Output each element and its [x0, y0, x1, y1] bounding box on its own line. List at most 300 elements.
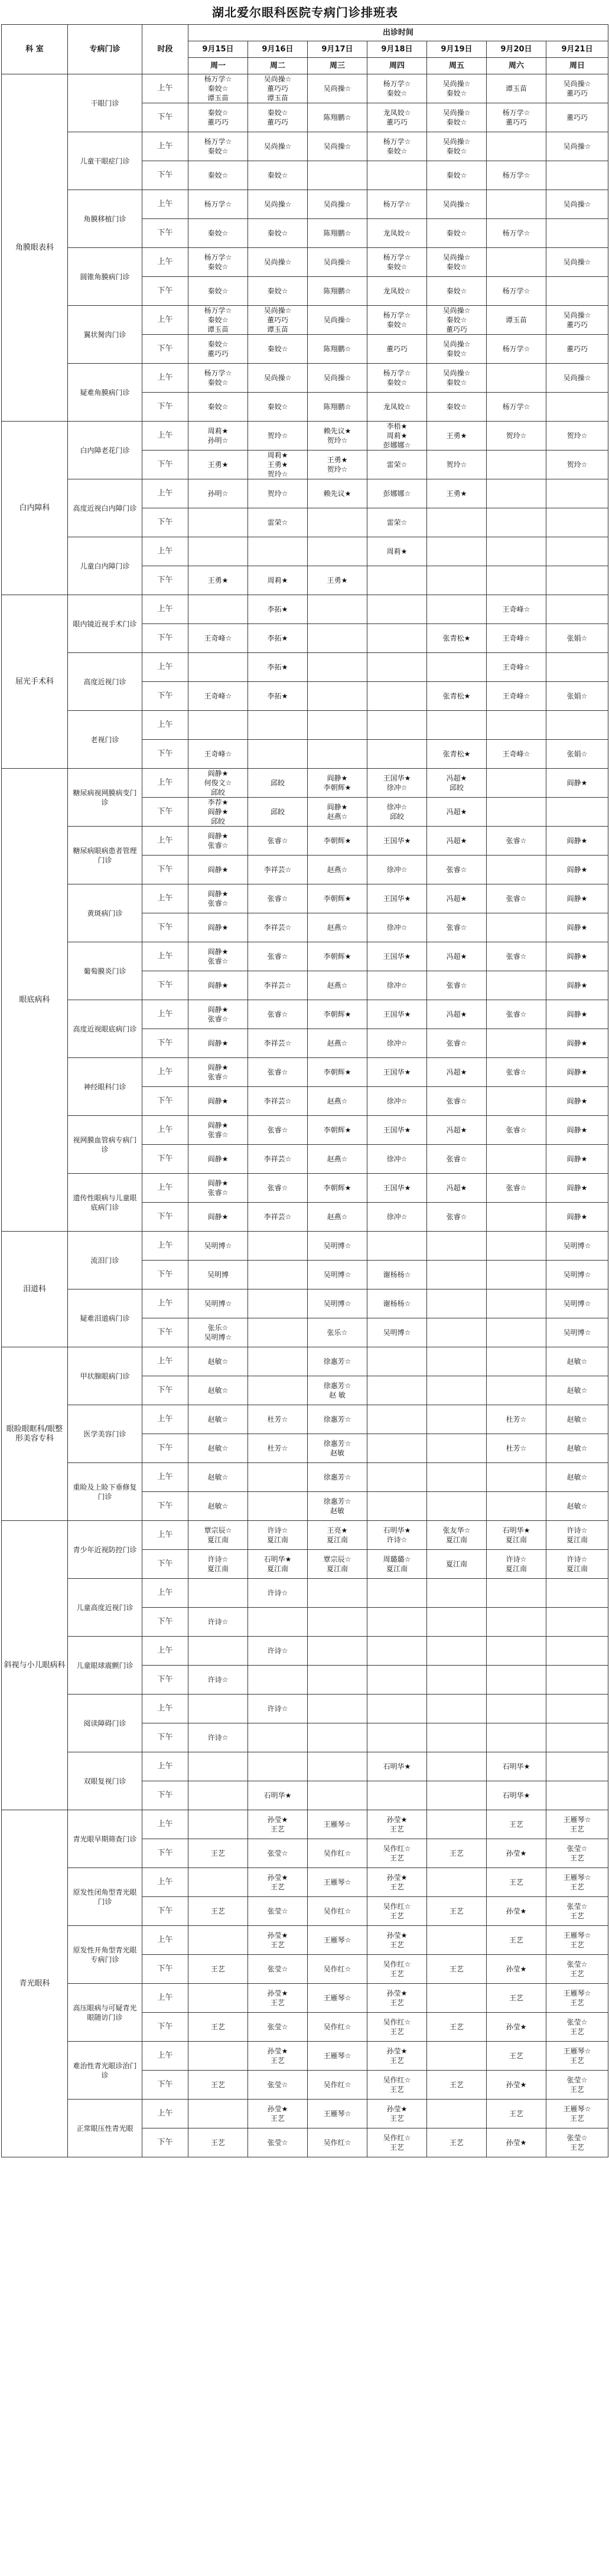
doctor-cell: 阎静★: [546, 827, 608, 856]
doctor-cell: 徐惠芳☆: [308, 1405, 367, 1434]
weekday-header: 周五: [427, 58, 487, 74]
doctor-cell: [487, 1203, 546, 1232]
dept-header: 科 室: [2, 25, 68, 74]
doctor-cell: 杜芳☆: [487, 1434, 546, 1463]
doctor-cell: [546, 1637, 608, 1666]
table-row: [2, 653, 608, 682]
session-label: 上午: [142, 74, 188, 103]
doctor-cell: 张青松★: [427, 624, 487, 653]
doctor-cell: 吴作红☆ 王艺: [367, 2071, 427, 2100]
session-label: 下午: [142, 1318, 188, 1347]
doctor-cell: 王勇★ 贺玲☆: [308, 450, 367, 479]
clinic-name: 翼状胬肉门诊: [68, 306, 142, 364]
doctor-cell: 贺玲☆: [248, 479, 308, 508]
doctor-cell: 王奇峰☆: [188, 624, 248, 653]
session-label: 上午: [142, 1405, 188, 1434]
doctor-cell: [546, 1752, 608, 1781]
doctor-cell: 王艺: [427, 2071, 487, 2100]
doctor-cell: 王艺: [487, 1984, 546, 2013]
doctor-cell: 孙莹★ 王艺: [367, 1926, 427, 1955]
doctor-cell: 徐惠芳☆ 赵 敏: [308, 1376, 367, 1405]
doctor-cell: [308, 508, 367, 537]
session-label: 上午: [142, 2042, 188, 2071]
doctor-cell: 阎静★ 张睿☆: [188, 1058, 248, 1087]
doctor-cell: 张莹☆ 王艺: [546, 1955, 608, 1984]
doctor-cell: 李拓★: [248, 682, 308, 711]
doctor-cell: [546, 508, 608, 537]
doctor-cell: 阎静★ 张睿☆: [188, 827, 248, 856]
doctor-cell: 阎静★: [188, 971, 248, 1000]
clinic-name: 正常眼压性青光眼: [68, 2100, 142, 2157]
doctor-cell: 吴尚操☆: [308, 74, 367, 103]
doctor-cell: 徐惠芳☆ 赵敏: [308, 1434, 367, 1463]
doctor-cell: [427, 566, 487, 595]
clinic-name: 双眼复视门诊: [68, 1752, 142, 1810]
session-label: 上午: [142, 884, 188, 913]
doctor-cell: 王艺: [188, 1955, 248, 1984]
doctor-cell: 徐惠芳☆: [308, 1463, 367, 1492]
session-label: 下午: [142, 913, 188, 942]
doctor-cell: 阎静★: [546, 1116, 608, 1145]
doctor-cell: [487, 566, 546, 595]
doctor-cell: [367, 624, 427, 653]
doctor-cell: 王艺: [487, 1810, 546, 1839]
doctor-cell: 王国华★: [367, 1058, 427, 1087]
doctor-cell: 贺玲☆: [487, 422, 546, 450]
doctor-cell: [546, 1666, 608, 1695]
doctor-cell: 阎静★ 李朝辉★: [308, 769, 367, 798]
session-label: 下午: [142, 856, 188, 884]
session-label: 上午: [142, 248, 188, 277]
date-header: 9月19日: [427, 41, 487, 58]
doctor-cell: 邱皎: [248, 798, 308, 827]
doctor-cell: 许诗☆ 夏江南: [248, 1521, 308, 1550]
doctor-cell: [427, 1723, 487, 1752]
doctor-cell: 秦姣☆: [188, 277, 248, 306]
doctor-cell: 邱皎: [248, 769, 308, 798]
doctor-cell: 赵敏☆: [188, 1405, 248, 1434]
doctor-cell: 杨万学☆ 秦姣☆: [367, 132, 427, 161]
doctor-cell: 冯超★: [427, 1058, 487, 1087]
doctor-cell: 王雁琴☆ 王艺: [546, 2042, 608, 2071]
doctor-cell: 冯超★: [427, 942, 487, 971]
doctor-cell: 秦姣☆: [248, 393, 308, 422]
doctor-cell: 杨万学☆: [188, 190, 248, 219]
session-label: 下午: [142, 2128, 188, 2157]
doctor-cell: [308, 1723, 367, 1752]
doctor-cell: 许诗☆: [248, 1637, 308, 1666]
doctor-cell: 王亮★ 夏江南: [308, 1521, 367, 1550]
doctor-cell: [308, 1637, 367, 1666]
doctor-cell: 龙凤姣☆: [367, 393, 427, 422]
session-label: 下午: [142, 624, 188, 653]
doctor-cell: [546, 161, 608, 190]
doctor-cell: 杨万学☆ 秦姣☆: [367, 364, 427, 393]
doctor-cell: 冯超★ 邱皎: [427, 769, 487, 798]
date-header: 9月15日: [188, 41, 248, 58]
doctor-cell: [248, 1492, 308, 1521]
doctor-cell: 王雁琴☆ 王艺: [546, 1984, 608, 2013]
doctor-cell: [487, 508, 546, 537]
doctor-cell: [487, 479, 546, 508]
doctor-cell: 张睿☆: [427, 1029, 487, 1058]
doctor-cell: 李朝辉★: [308, 1058, 367, 1087]
clinic-name: 流泪门诊: [68, 1232, 142, 1289]
doctor-cell: 吴明博☆: [546, 1289, 608, 1318]
doctor-cell: 张睿☆: [427, 1087, 487, 1116]
doctor-cell: [188, 1752, 248, 1781]
doctor-cell: [367, 161, 427, 190]
doctor-cell: 吴尚操☆: [427, 190, 487, 219]
doctor-cell: 孙莹★ 王艺: [367, 1810, 427, 1839]
doctor-cell: 张睿☆: [248, 1116, 308, 1145]
doctor-cell: 龙凤姣☆: [367, 219, 427, 248]
doctor-cell: 张青松★: [427, 740, 487, 769]
doctor-cell: 徐惠芳☆ 赵敏: [308, 1492, 367, 1521]
doctor-cell: [367, 682, 427, 711]
doctor-cell: 王雁琴☆: [308, 1926, 367, 1955]
doctor-cell: [487, 769, 546, 798]
doctor-cell: 秦姣☆ 董巧巧: [188, 335, 248, 364]
doctor-cell: [487, 971, 546, 1000]
date-header: 9月20日: [487, 41, 546, 58]
doctor-cell: [427, 1810, 487, 1839]
doctor-cell: 王国华★: [367, 1000, 427, 1029]
doctor-cell: 张睿☆: [427, 1145, 487, 1174]
weekday-header: 周四: [367, 58, 427, 74]
doctor-cell: 赵燕☆: [308, 1087, 367, 1116]
doctor-cell: 赵敏☆: [188, 1434, 248, 1463]
doctor-cell: [367, 1666, 427, 1695]
session-label: 下午: [142, 1261, 188, 1289]
doctor-cell: 秦姣☆: [427, 277, 487, 306]
doctor-cell: 许诗☆ 夏江南: [487, 1550, 546, 1579]
doctor-cell: 赵敏☆: [188, 1492, 248, 1521]
doctor-cell: [367, 1781, 427, 1810]
doctor-cell: 阎静★: [546, 971, 608, 1000]
doctor-cell: 王奇峰☆: [487, 595, 546, 624]
doctor-cell: [487, 1145, 546, 1174]
doctor-cell: 周莉★: [367, 537, 427, 566]
doctor-cell: [427, 1405, 487, 1434]
doctor-cell: 许诗☆ 夏江南: [188, 1550, 248, 1579]
doctor-cell: 赵敏☆: [188, 1347, 248, 1376]
doctor-cell: [427, 1695, 487, 1723]
doctor-cell: 吴尚操☆: [546, 190, 608, 219]
doctor-cell: [546, 219, 608, 248]
doctor-cell: 杨万学☆ 秦姣☆: [188, 248, 248, 277]
doctor-cell: 孙莹★: [487, 2128, 546, 2157]
session-label: 上午: [142, 711, 188, 740]
doctor-cell: 张睿☆: [248, 1000, 308, 1029]
clinic-name: 角膜移植门诊: [68, 190, 142, 248]
clinic-name: 白内障老花门诊: [68, 422, 142, 479]
doctor-cell: [188, 508, 248, 537]
doctor-cell: 杨万学☆ 秦姣☆ 谭玉苗: [188, 306, 248, 335]
doctor-cell: 吴尚操☆: [546, 364, 608, 393]
doctor-cell: 孙莹★ 王艺: [367, 2042, 427, 2071]
doctor-cell: 秦姣☆: [248, 277, 308, 306]
doctor-cell: 贺玲☆: [546, 422, 608, 450]
doctor-cell: [248, 1376, 308, 1405]
doctor-cell: 李朝辉★: [308, 1174, 367, 1203]
doctor-cell: 吴作红☆: [308, 2013, 367, 2042]
date-header: 9月16日: [248, 41, 308, 58]
doctor-cell: [487, 537, 546, 566]
doctor-cell: 徐冲☆: [367, 1029, 427, 1058]
table-row: [2, 1232, 608, 1261]
schedule-table: [1, 24, 608, 2157]
doctor-cell: [248, 1232, 308, 1261]
doctor-cell: 吴尚操☆ 董巧巧: [546, 74, 608, 103]
doctor-cell: [367, 1376, 427, 1405]
table-row: [2, 1116, 608, 1145]
doctor-cell: 夏江南: [427, 1550, 487, 1579]
doctor-cell: [367, 1579, 427, 1608]
doctor-cell: [248, 1347, 308, 1376]
doctor-cell: [427, 1781, 487, 1810]
doctor-cell: [546, 566, 608, 595]
doctor-cell: [308, 711, 367, 740]
doctor-cell: [546, 537, 608, 566]
doctor-cell: [427, 1637, 487, 1666]
clinic-name: 原发性闭角型青光眼门诊: [68, 1868, 142, 1926]
doctor-cell: 冯超★: [427, 884, 487, 913]
doctor-cell: [308, 1752, 367, 1781]
weekday-header: 周一: [188, 58, 248, 74]
clinic-name: 阅读障碍门诊: [68, 1695, 142, 1752]
table-row: [2, 1174, 608, 1203]
clinic-name: 儿童眼球震颤门诊: [68, 1637, 142, 1695]
doctor-cell: [487, 1376, 546, 1405]
doctor-cell: 吴明博☆: [308, 1289, 367, 1318]
doctor-cell: 阎静★: [546, 884, 608, 913]
doctor-cell: [248, 1608, 308, 1637]
doctor-cell: 张莹☆ 王艺: [546, 2071, 608, 2100]
doctor-cell: 王艺: [427, 1897, 487, 1926]
doctor-cell: 杜芳☆: [248, 1434, 308, 1463]
table-row: [2, 595, 608, 624]
doctor-cell: 赵燕☆: [308, 856, 367, 884]
doctor-cell: 石明华★: [487, 1752, 546, 1781]
session-header: 时段: [142, 25, 188, 74]
doctor-cell: [188, 537, 248, 566]
doctor-cell: 孙莹★ 王艺: [367, 1984, 427, 2013]
weekday-header: 周六: [487, 58, 546, 74]
doctor-cell: 吴作红☆ 王艺: [367, 1839, 427, 1868]
doctor-cell: 吴尚操☆ 秦姣☆: [427, 335, 487, 364]
date-header: 9月18日: [367, 41, 427, 58]
doctor-cell: [188, 1810, 248, 1839]
doctor-cell: 龙凤姣☆ 董巧巧: [367, 103, 427, 132]
doctor-cell: 赵敏☆: [546, 1492, 608, 1521]
doctor-cell: 王艺: [188, 2013, 248, 2042]
doctor-cell: 徐冲☆: [367, 1087, 427, 1116]
doctor-cell: [308, 624, 367, 653]
doctor-cell: [487, 1608, 546, 1637]
session-label: 下午: [142, 1087, 188, 1116]
doctor-cell: [188, 711, 248, 740]
doctor-cell: [487, 190, 546, 219]
doctor-cell: 阎静★: [546, 1029, 608, 1058]
doctor-cell: 徐冲☆: [367, 1203, 427, 1232]
session-label: 下午: [142, 103, 188, 132]
doctor-cell: 王勇★: [427, 479, 487, 508]
doctor-cell: [188, 2042, 248, 2071]
doctor-cell: 秦姣☆ 董巧巧: [188, 103, 248, 132]
table-row: [2, 537, 608, 566]
doctor-cell: 陈翔鹏☆: [308, 277, 367, 306]
doctor-cell: 阎静★: [546, 942, 608, 971]
doctor-cell: 阎静★ 张睿☆: [188, 942, 248, 971]
clinic-name: 高度近视眼底病门诊: [68, 1000, 142, 1058]
doctor-cell: 吴作红☆: [308, 1955, 367, 1984]
table-row: [2, 2042, 608, 2071]
doctor-cell: 吴作红☆: [308, 2128, 367, 2157]
doctor-cell: [546, 711, 608, 740]
doctor-cell: 张睿☆: [487, 1116, 546, 1145]
doctor-cell: 徐冲☆ 邱皎: [367, 798, 427, 827]
doctor-cell: 陈翔鹏☆: [308, 103, 367, 132]
doctor-cell: 王奇峰☆: [487, 682, 546, 711]
doctor-cell: [427, 2042, 487, 2071]
doctor-cell: 阎静★: [546, 856, 608, 884]
doctor-cell: 王奇峰☆: [487, 740, 546, 769]
doctor-cell: 张睿☆: [248, 942, 308, 971]
doctor-cell: 秦姣☆: [248, 335, 308, 364]
doctor-cell: 吴尚操☆ 秦姣☆: [427, 132, 487, 161]
doctor-cell: [487, 1666, 546, 1695]
doctor-cell: 王奇峰☆: [487, 653, 546, 682]
doctor-cell: 陈翔鹏☆: [308, 219, 367, 248]
doctor-cell: 李朝辉★: [308, 942, 367, 971]
doctor-cell: 张乐☆: [308, 1318, 367, 1347]
doctor-cell: [427, 1579, 487, 1608]
doctor-cell: [427, 1752, 487, 1781]
session-label: 下午: [142, 1376, 188, 1405]
doctor-cell: 张睿☆: [487, 1000, 546, 1029]
doctor-cell: 王艺: [427, 2128, 487, 2157]
doctor-cell: 王雁琴☆: [308, 2042, 367, 2071]
doctor-cell: 陈翔鹏☆: [308, 393, 367, 422]
doctor-cell: [487, 856, 546, 884]
doctor-cell: [487, 1261, 546, 1289]
session-label: 上午: [142, 653, 188, 682]
clinic-name: 圆锥角膜病门诊: [68, 248, 142, 306]
doctor-cell: 李梧★ 周莉★ 彭娜娜☆: [367, 422, 427, 450]
doctor-cell: 孙莹★ 王艺: [367, 1868, 427, 1897]
doctor-cell: [427, 1434, 487, 1463]
doctor-cell: 张莹☆ 王艺: [546, 2128, 608, 2157]
doctor-cell: [546, 1781, 608, 1810]
doctor-cell: 赵敏☆: [546, 1347, 608, 1376]
doctor-cell: 杜芳☆: [487, 1405, 546, 1434]
table-row: [2, 1984, 608, 2013]
doctor-cell: 杨万学☆ 秦姣☆: [367, 248, 427, 277]
doctor-cell: 吴明博☆: [367, 1318, 427, 1347]
doctor-cell: 吴尚操☆: [546, 248, 608, 277]
table-row: [2, 1405, 608, 1434]
doctor-cell: 李祥芸☆: [248, 1029, 308, 1058]
doctor-cell: [367, 1492, 427, 1521]
doctor-cell: 王国华★: [367, 942, 427, 971]
doctor-cell: [546, 1695, 608, 1723]
doctor-cell: 赖先议★: [308, 479, 367, 508]
doctor-cell: [367, 653, 427, 682]
doctor-cell: 赵敏☆: [546, 1463, 608, 1492]
doctor-cell: 吴尚操☆ 秦姣☆: [427, 248, 487, 277]
doctor-cell: 石明华★ 许诗☆: [367, 1521, 427, 1550]
clinic-name: 儿童干眼症门诊: [68, 132, 142, 190]
doctor-cell: 石明华★: [248, 1781, 308, 1810]
session-label: 上午: [142, 422, 188, 450]
doctor-cell: 张莹☆ 王艺: [546, 2013, 608, 2042]
session-label: 上午: [142, 1347, 188, 1376]
doctor-cell: 吴作红☆ 王艺: [367, 2013, 427, 2042]
doctor-cell: 秦姣☆: [188, 161, 248, 190]
session-label: 上午: [142, 1232, 188, 1261]
doctor-cell: [248, 711, 308, 740]
doctor-cell: 吴尚操☆: [248, 364, 308, 393]
session-label: 下午: [142, 450, 188, 479]
doctor-cell: [367, 1405, 427, 1434]
doctor-cell: [308, 1695, 367, 1723]
doctor-cell: 陈翔鹏☆: [308, 335, 367, 364]
doctor-cell: [546, 1579, 608, 1608]
doctor-cell: [427, 1463, 487, 1492]
doctor-cell: 王勇★: [188, 450, 248, 479]
doctor-cell: 孙莹★: [487, 2013, 546, 2042]
session-label: 下午: [142, 1608, 188, 1637]
doctor-cell: [427, 1376, 487, 1405]
clinic-name: 儿童白内障门诊: [68, 537, 142, 595]
doctor-cell: 周莉★: [248, 566, 308, 595]
department-name: 角膜眼表科: [2, 74, 68, 422]
clinic-name: 葡萄膜炎门诊: [68, 942, 142, 1000]
doctor-cell: 王勇★: [308, 566, 367, 595]
doctor-cell: [427, 1289, 487, 1318]
doctor-cell: [487, 248, 546, 277]
doctor-cell: [367, 1695, 427, 1723]
doctor-cell: 张莹☆: [248, 1897, 308, 1926]
doctor-cell: [188, 1637, 248, 1666]
doctor-cell: 阎静★: [546, 1087, 608, 1116]
doctor-cell: [427, 1608, 487, 1637]
doctor-cell: 阎静★: [188, 1145, 248, 1174]
doctor-cell: [248, 1289, 308, 1318]
session-label: 上午: [142, 1000, 188, 1029]
doctor-cell: [546, 277, 608, 306]
doctor-cell: 吴明博☆: [546, 1232, 608, 1261]
doctor-cell: 雷荣☆: [367, 450, 427, 479]
doctor-cell: 许诗☆: [248, 1695, 308, 1723]
doctor-cell: 杨万学☆: [487, 393, 546, 422]
table-row: [2, 2100, 608, 2128]
doctor-cell: [427, 1984, 487, 2013]
doctor-cell: 孙莹★: [487, 1897, 546, 1926]
table-row: [2, 1579, 608, 1608]
doctor-cell: 许诗☆: [188, 1608, 248, 1637]
doctor-cell: 王艺: [487, 1926, 546, 1955]
doctor-cell: [487, 1579, 546, 1608]
doctor-cell: [546, 1608, 608, 1637]
doctor-cell: 吴尚操☆: [308, 364, 367, 393]
doctor-cell: 孙莹★ 王艺: [248, 1984, 308, 2013]
session-label: 下午: [142, 1029, 188, 1058]
doctor-cell: 李朝辉★: [308, 1116, 367, 1145]
doctor-cell: 赵敏☆: [546, 1376, 608, 1405]
doctor-cell: [308, 1781, 367, 1810]
